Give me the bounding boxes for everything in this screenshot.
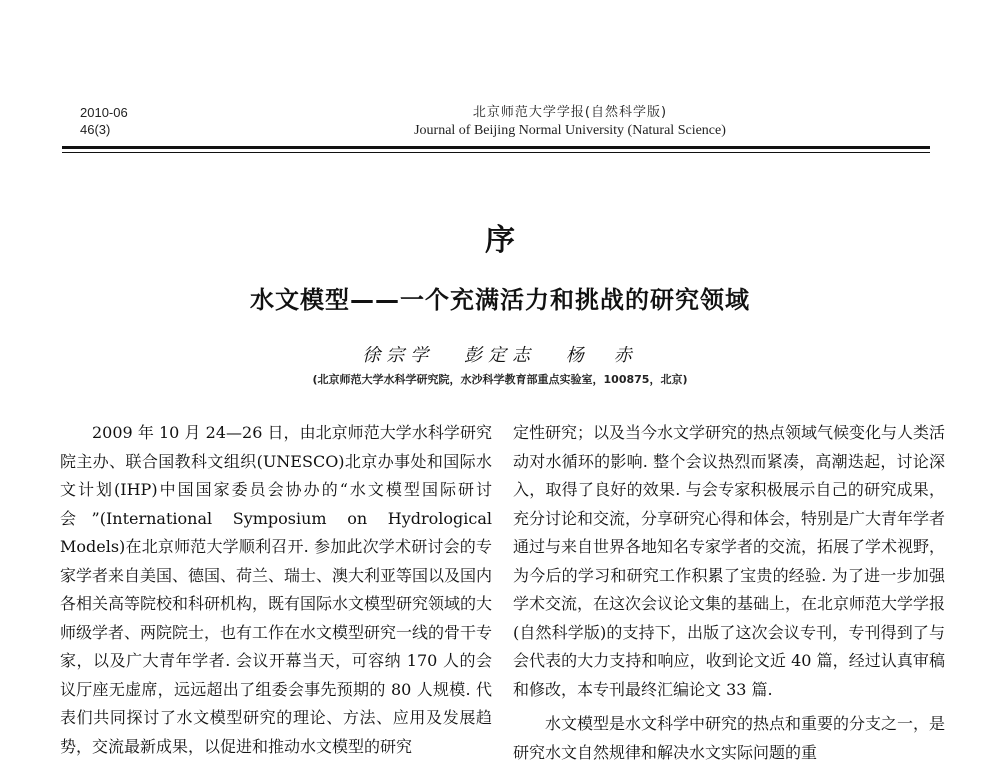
header-rule-thin (62, 152, 930, 153)
header-rule-thick (62, 146, 930, 149)
body-column-right (513, 419, 945, 767)
body-column-left (60, 419, 492, 761)
author-name: 杨 赤 (565, 345, 638, 366)
body-paragraph: 水文模型是水文科学中研究的热点和重要的分支之一，是研究水文自然规律和解决水文实际问题的重 (513, 714, 946, 762)
author-affiliation: (北京师范大学水科学研究院，水沙科学教育部重点实验室，100875，北京) (312, 373, 688, 386)
author-name: 徐宗学 (362, 345, 435, 366)
journal-name-cn: 北京师范大学学报(自然科学版) (472, 105, 668, 120)
issue-date: 2010-06 (80, 105, 128, 120)
section-label: 序 (485, 223, 515, 258)
journal-header (230, 104, 910, 140)
article-title: 水文模型——一个充满活力和挑战的研究领域 (250, 286, 750, 314)
author-name: 彭定志 (464, 345, 536, 366)
author-list (0, 341, 1000, 367)
issue-info (80, 104, 128, 138)
body-paragraph: 2009 年 10 月 24—26 日，由北京师范大学水科学研究院主办、联合国教科文组织(UNESCO)北京办事处和国际水文计划(IHP)中国国家委员会协办的“水文模型国际研讨会”(International Symposium on Hydrological Models)在北京师范大学顺利召开. 参加此次学术研讨会的专家学者来自美国、德国、荷兰、瑞士、澳大利亚等国以及国内各相关高等院校和科研机构，既有国际水文模型研究领域的大师级学者、两院院士，也有工作在水文模型研究一线的骨干专家，以及广大青年学者. 会议开幕当天，可容纳 170 人的会议厅座无虚席，远远超出了组委会事先预期的 80 人规模. 代表们共同探讨了水文模型研究的理论、方法、应用及发展趋势，交流最新成果，以促进和推动水文模型的研究 (60, 423, 493, 756)
volume-number: 46(3) (80, 122, 111, 137)
body-paragraph: 定性研究；以及当今水文学研究的热点领域气候变化与人类活动对水循环的影响. 整个会议热烈而紧凑，高潮迭起，讨论深入，取得了良好的效果. 与会专家积极展示自己的研究成果，充分讨论和交流，分享研究心得和体会，特别是广大青年学者通过与来自世界各地知名专家学者的交流，拓展了学术视野，为今后的学习和研究工作积累了宝贵的经验. 为了进一步加强学术交流，在这次会议论文集的基础上，在北京师范大学学报(自然科学版)的支持下，出版了这次会议专刊，专刊得到了与会代表的大力支持和响应，收到论文近 40 篇，经过认真审稿和修改，本专刊最终汇编论文 33 篇. (513, 423, 946, 699)
journal-name-en: Journal of Beijing Normal University (Natural Science) (414, 123, 726, 138)
